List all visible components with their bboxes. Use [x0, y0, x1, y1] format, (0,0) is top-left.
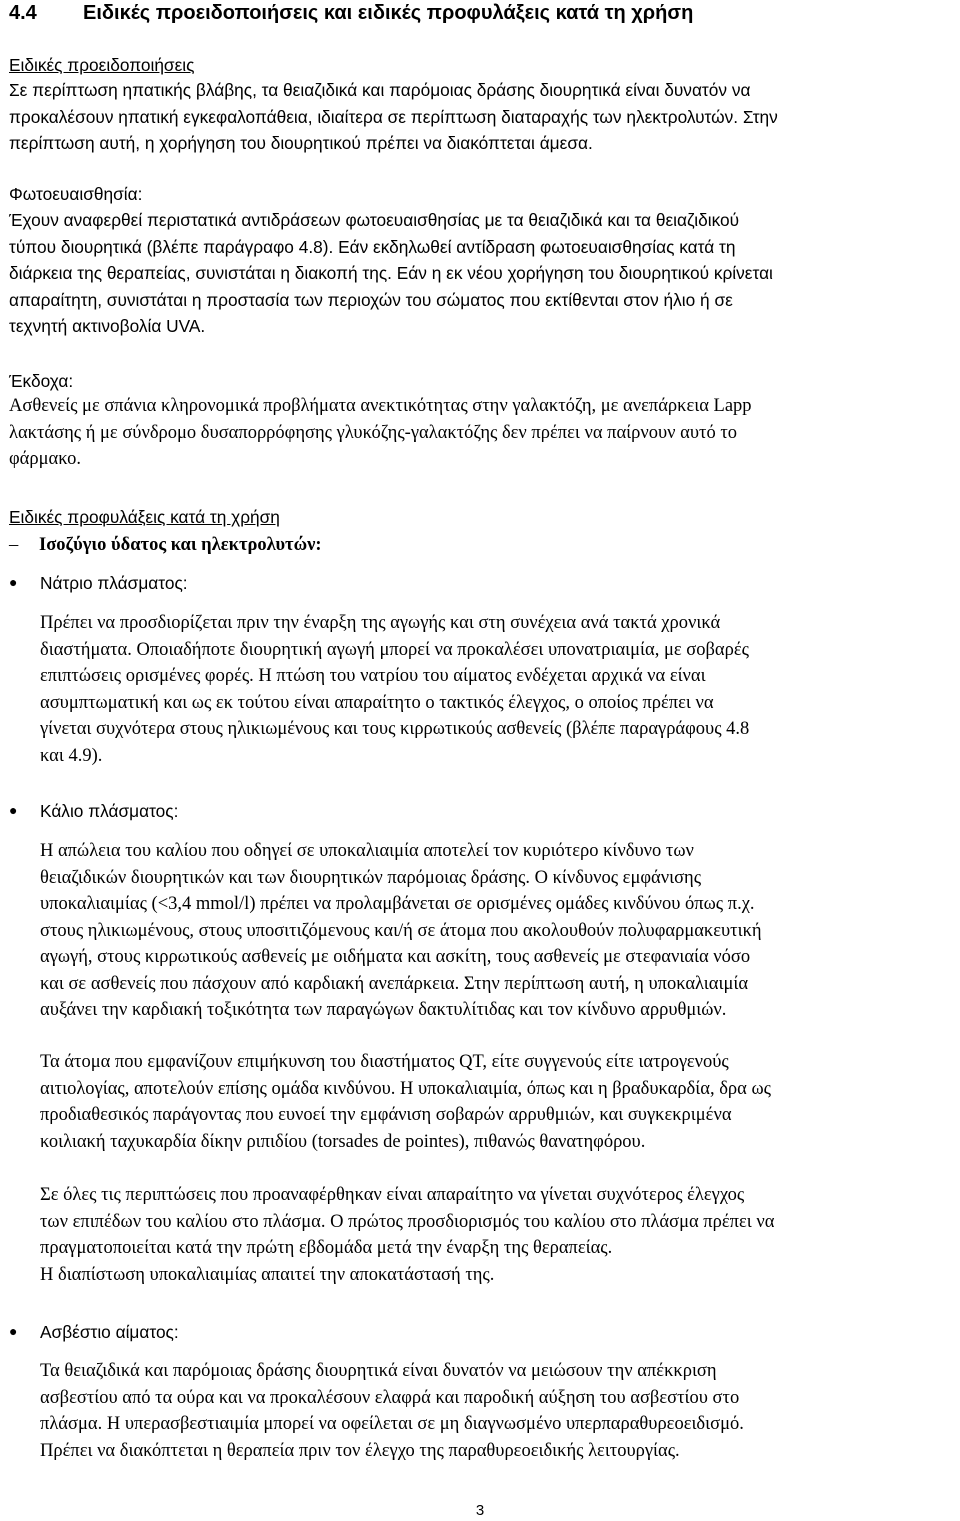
bullet-icon: ● — [9, 574, 18, 590]
potassium-paragraph-2 — [40, 1049, 960, 1155]
text-line: Η διαπίστωση υποκαλιαιμίας απαιτεί την αποκατάστασή της. — [40, 1264, 495, 1285]
text-line: κοιλιακή ταχυκαρδία δίκην ριπιδίου (torsades de pointes), πιθανώς θανατηφόρου. — [40, 1131, 646, 1152]
calcium-label: Ασβέστιο αίματος: — [40, 1322, 179, 1342]
hepatic-paragraph — [9, 77, 954, 157]
text-line: διαστήματα. Οποιαδήποτε διουρητική αγωγή μπορεί να προκαλέσει υπονατριαιμία, με σοβαρές — [40, 639, 749, 660]
water-electrolyte-title: Ισοζύγιο ύδατος και ηλεκτρολυτών: — [39, 535, 322, 555]
section-title: Ειδικές προειδοποιήσεις και ειδικές προφυλάξεις κατά τη χρήση — [83, 2, 694, 24]
text-line: Πρέπει να διακόπτεται η θεραπεία πριν τον έλεγχο της παραθυρεοειδικής λειτουργίας. — [40, 1440, 680, 1461]
text-line: επιπτώσεις ορισμένες φορές. Η πτώση του νατρίου του αίματος ενδέχεται αρχικά να είναι — [40, 666, 706, 686]
potassium-label: Κάλιο πλάσματος: — [40, 801, 179, 821]
text-line: πλάσμα. Η υπερασβεστιαιμία μπορεί να οφείλεται σε μη διαγνωσμένο υπερπαραθυρεοειδισμό. — [40, 1414, 744, 1434]
text-line: απαραίτητη, συνιστάται η προστασία των περιοχών του σώματος που εκτίθενται στον ήλιο ή σε — [9, 289, 733, 310]
text-line: προδιαθεσικός παράγοντας που ευνοεί την εμφάνιση σοβαρών αρρυθμιών, και συγκεκριμένα — [40, 1105, 732, 1125]
potassium-paragraph-1 — [40, 838, 960, 1024]
text-line: αιτιολογίας, αποτελούν επίσης ομάδα κινδύνου. Η υποκαλιαιμία, όπως και η βραδυκαρδία, δρα ως — [40, 1078, 771, 1099]
text-line: λακτάσης ή με σύνδρομο δυσαπορρόφησης γλυκόζης-γαλακτόζης δεν πρέπει να παίρνουν αυτό το — [9, 422, 738, 443]
text-line: τεχνητή ακτινοβολία UVA. — [9, 316, 206, 336]
bullet-icon: ● — [9, 802, 18, 818]
text-line: Σε όλες τις περιπτώσεις που προαναφέρθηκαν είναι απαραίτητο να γίνεται συχνότερος έλεγχος — [40, 1185, 745, 1205]
excipients-paragraph — [9, 393, 954, 473]
calcium-paragraph — [40, 1358, 960, 1464]
text-line: Η απώλεια του καλίου που οδηγεί σε υποκαλιαιμία αποτελεί τον κυριότερο κίνδυνο των — [40, 841, 694, 861]
text-line: θειαζιδικών διουρητικών και των διουρητικών παρόμοιας δράσης. Ο κίνδυνος εμφάνισης — [40, 867, 702, 888]
text-line: τύπου διουρητικά (βλέπε παράγραφο 4.8). Εάν εκδηλωθεί αντίδραση φωτοευαισθησίας κατά τη — [9, 236, 736, 257]
sodium-bullet — [9, 569, 188, 596]
photosensitivity-paragraph — [9, 207, 954, 340]
text-line: γίνεται συχνότερα στους ηλικιωμένους και τους κιρρωτικούς ασθενείς (βλέπε παραγράφους 4.8 — [40, 719, 750, 739]
text-line: ασυμπτωματική και ως εκ τούτου είναι απαραίτητο ο τακτικός έλεγχος, ο οποίος πρέπει να — [40, 692, 714, 713]
text-line: περίπτωση αυτή, η χορήγηση του διουρητικού πρέπει να διακόπτεται άμεσα. — [9, 133, 593, 153]
photosensitivity-label: Φωτοευαισθησία: — [9, 184, 143, 204]
text-line: και 4.9). — [40, 745, 103, 766]
dash-marker: – — [9, 535, 19, 555]
excipients-label: Έκδοχα: — [9, 371, 74, 391]
sodium-paragraph — [40, 610, 960, 769]
potassium-bullet — [9, 797, 178, 824]
text-line: των επιπέδων του καλίου στο πλάσμα. Ο πρώτος προσδιορισμός του καλίου στο πλάσμα πρέπει να — [40, 1211, 775, 1232]
text-line: στους ηλικιωμένους, στους υποσιτιζόμενους και/ή σε άτομα που ακολουθούν πολυφαρμακευτική — [40, 920, 762, 941]
sodium-label: Νάτριο πλάσματος: — [40, 573, 188, 593]
text-line: Πρέπει να προσδιορίζεται πριν την έναρξη της αγωγής και στη συνέχεια ανά τακτά χρονικά — [40, 613, 721, 633]
text-line: Τα άτομα που εμφανίζουν επιμήκυνση του διαστήματος QT, είτε συγγενούς είτε ιατρογενούς — [40, 1052, 729, 1072]
text-line: αυξάνει την καρδιακή τοξικότητα των παραγώγων δακτυλίτιδας και τον κίνδυνο αρρυθμιών. — [40, 1000, 727, 1020]
bullet-icon: ● — [9, 1323, 18, 1339]
precautions-heading: Ειδικές προφυλάξεις κατά τη χρήση — [9, 507, 280, 527]
section-heading — [9, 0, 693, 26]
text-line: αγωγή, στους κιρρωτικούς ασθενείς με οιδήματα και ασκίτη, τους ασθενείς με στεφανιαία νόσο — [40, 947, 751, 967]
warnings-heading: Ειδικές προειδοποιήσεις — [9, 55, 195, 75]
text-line: υποκαλιαιμίας (<3,4 mmol/l) πρέπει να προλαμβάνεται σε ορισμένες ομάδες κινδύνου όπως π.χ. — [40, 894, 755, 914]
water-electrolyte-heading — [9, 532, 322, 558]
text-line: και σε ασθενείς που πάσχουν από καρδιακή ανεπάρκεια. Στην περίπτωση αυτή, η υποκαλιαιμία — [40, 973, 749, 994]
text-line: Έχουν αναφερθεί περιστατικά αντιδράσεων φωτοευαισθησίας με τα θειαζιδικά και τα θειαζιδικού — [9, 210, 740, 230]
potassium-paragraph-3 — [40, 1182, 960, 1288]
section-number: 4.4 — [9, 2, 37, 24]
calcium-bullet — [9, 1318, 179, 1345]
text-line: ασβεστίου από τα ούρα και να προκαλέσουν ελαφρά και παροδική αύξηση του ασβεστίου στο — [40, 1387, 740, 1408]
text-line: προκαλέσουν ηπατική εγκεφαλοπάθεια, ιδιαίτερα σε περίπτωση διαταραχής των ηλεκτρολυτών. Στην — [9, 106, 778, 127]
page-number: 3 — [475, 1502, 485, 1519]
text-line: Τα θειαζιδικά και παρόμοιας δράσης διουρητικά είναι δυνατόν να μειώσουν την απέκκριση — [40, 1361, 717, 1381]
text-line: Σε περίπτωση ηπατικής βλάβης, τα θειαζιδικά και παρόμοιας δράσης διουρητικά είναι δυνατόν να — [9, 80, 751, 100]
text-line: φάρμακο. — [9, 449, 82, 469]
text-line: πραγματοποιείται κατά την πρώτη εβδομάδα μετά την έναρξη της θεραπείας. — [40, 1238, 613, 1258]
text-line: Ασθενείς με σπάνια κληρονομικά προβλήματα ανεκτικότητας στην γαλακτόζη, με ανεπάρκεια Lapp — [9, 396, 752, 416]
text-line: διάρκεια της θεραπείας, συνιστάται η διακοπή της. Εάν η εκ νέου χορήγηση του διουρητικού κρίνεται — [9, 263, 773, 283]
